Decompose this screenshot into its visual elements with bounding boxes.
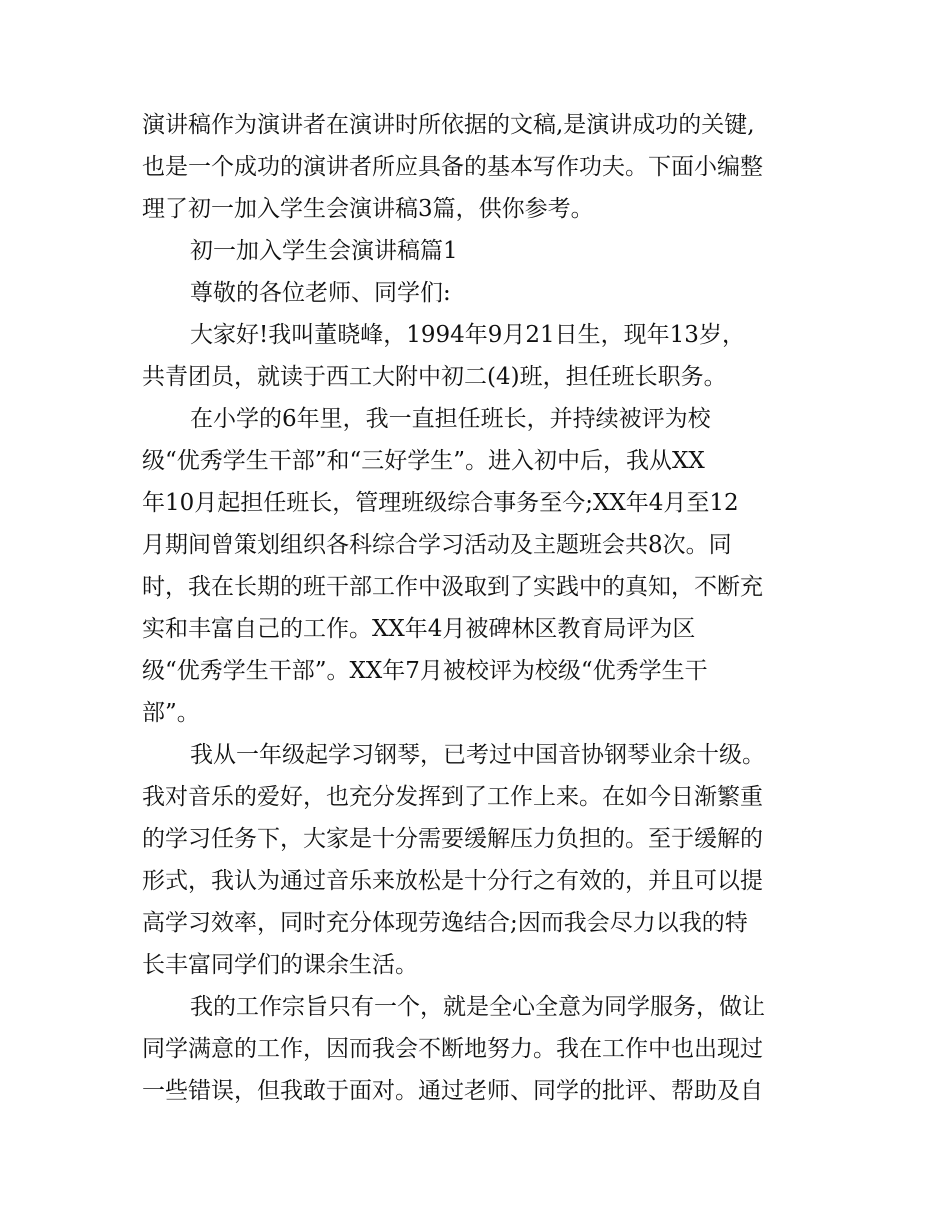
text-line: 的学习任务下，大家是十分需要缓解压力负担的。至于缓解的	[142, 826, 763, 852]
section-heading: 初一加入学生会演讲稿篇1	[190, 238, 458, 264]
text-line: 也是一个成功的演讲者所应具备的基本写作功夫。下面小编整	[142, 154, 763, 180]
text-line: 在小学的6年里，我一直担任班长，并持续被评为校	[190, 406, 711, 432]
text-line: 一些错误，但我敢于面对。通过老师、同学的批评、帮助及自	[142, 1078, 763, 1104]
text-line: 级“优秀学生干部”和“三好学生”。进入初中后，我从XX	[142, 448, 705, 474]
text-line: 我从一年级起学习钢琴，已考过中国音协钢琴业余十级。	[190, 742, 765, 768]
text-line: 我的工作宗旨只有一个，就是全心全意为同学服务，做让	[190, 994, 765, 1020]
text-line: 理了初一加入学生会演讲稿3篇，供你参考。	[142, 196, 594, 222]
text-line: 演讲稿作为演讲者在演讲时所依据的文稿,是演讲成功的关键,	[142, 112, 755, 138]
text-line: 月期间曾策划组织各科综合学习活动及主题班会共8次。同	[142, 532, 732, 558]
text-line: 高学习效率，同时充分体现劳逸结合;因而我会尽力以我的特	[142, 910, 748, 936]
text-line: 长丰富同学们的课余生活。	[142, 952, 418, 978]
text-line: 同学满意的工作，因而我会不断地努力。我在工作中也出现过	[142, 1036, 763, 1062]
text-line: 形式，我认为通过音乐来放松是十分行之有效的，并且可以提	[142, 868, 763, 894]
document-body	[142, 104, 812, 1112]
text-line: 级“优秀学生干部”。XX年7月被校评为校级“优秀学生干	[142, 658, 708, 684]
text-line: 年10月起担任班长，管理班级综合事务至今;XX年4月至12	[142, 490, 739, 516]
salutation: 尊敬的各位老师、同学们:	[190, 280, 451, 306]
text-line: 实和丰富自己的工作。XX年4月被碑林区教育局评为区	[142, 616, 696, 642]
text-line: 部”。	[142, 700, 200, 726]
text-line: 我对音乐的爱好，也充分发挥到了工作上来。在如今日渐繁重	[142, 784, 763, 810]
text-line: 共青团员，就读于西工大附中初二(4)班，担任班长职务。	[142, 364, 727, 390]
text-line: 大家好!我叫董晓峰，1994年9月21日生，现年13岁，	[190, 322, 745, 348]
text-line: 时，我在长期的班干部工作中汲取到了实践中的真知，不断充	[142, 574, 763, 600]
